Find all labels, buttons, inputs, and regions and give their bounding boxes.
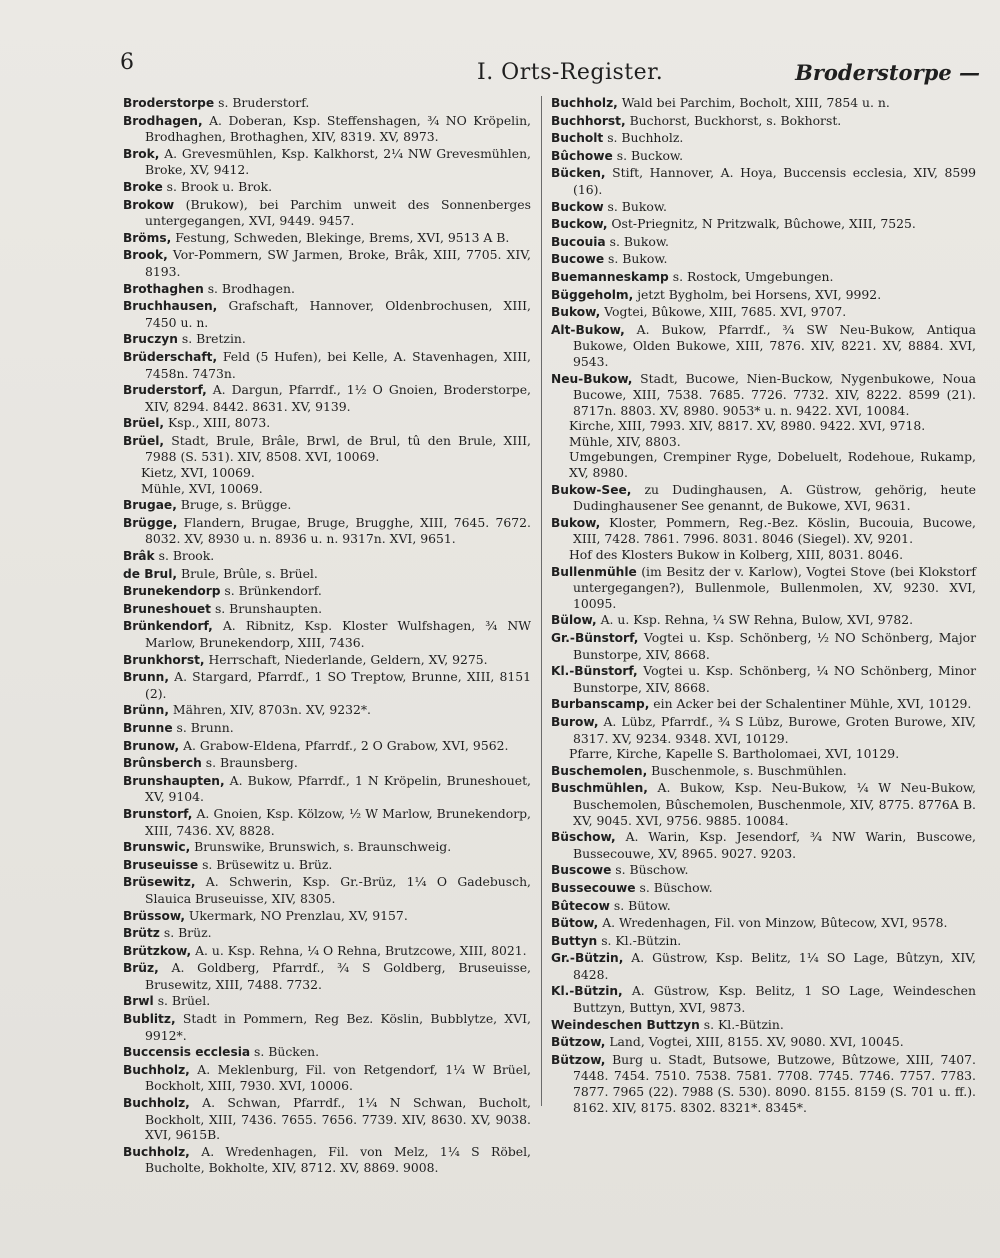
register-entry [123, 908, 531, 925]
register-entry [123, 925, 531, 942]
register-entry [123, 738, 531, 755]
entry-text: s. Brünkendorf. [220, 583, 322, 599]
register-entry [123, 1044, 531, 1061]
register-entry [123, 281, 531, 298]
register-entry [123, 247, 531, 279]
entry-text: Kietz, XVI, 10069. [141, 465, 255, 481]
register-entry [123, 433, 531, 465]
entry-headword: Bücken, [551, 166, 606, 181]
entry-headword: Brokow [123, 197, 175, 212]
register-entry [123, 497, 531, 514]
entry-headword: Bützow, [551, 1035, 606, 1050]
entry-headword: Kl.-Bützin, [551, 984, 623, 999]
entry-text: A. Dargun, Pfarrdf., 1½ O Gnoien, Broderstorpe, XIV, 8294. 8442. 8631. XV, 9139. [145, 382, 531, 414]
entry-headword: Brunn, [123, 670, 169, 685]
register-entry [123, 806, 531, 838]
entry-headword: Burow, [551, 714, 599, 729]
register-entry [551, 829, 976, 861]
register-entry [123, 179, 531, 196]
entry-headword: Weindeschen Buttzyn [551, 1017, 700, 1032]
register-entry [551, 234, 976, 251]
register-entry [551, 482, 976, 514]
entry-text: s. Brodhagen. [203, 280, 295, 296]
register-entry [551, 199, 976, 216]
entry-headword: Brunekendorp [123, 584, 221, 599]
entry-text: jetzt Bygholm, bei Horsens, XVI, 9992. [633, 286, 882, 302]
entry-headword: Brodhagen, [123, 113, 203, 128]
register-entry [551, 287, 976, 304]
register-entry [123, 773, 531, 805]
register-entry [551, 322, 976, 370]
register-entry [551, 1017, 976, 1034]
entry-headword: Bröms, [123, 230, 172, 245]
entry-text: A. Doberan, Ksp. Steffenshagen, ¾ NO Kröpelin, Brodhaghen, Brothaghen, XIV, 8319. XV, 8973. [145, 112, 531, 145]
register-entry [551, 304, 976, 321]
register-entry [551, 449, 976, 480]
entry-headword: Bussecouwe [551, 880, 636, 895]
entry-text: Buschenmole, s. Buschmühlen. [647, 762, 847, 778]
entry-text: s. Kl.-Bützin. [597, 932, 682, 948]
entry-headword: Bukow-See, [551, 482, 632, 497]
register-entry [551, 113, 976, 130]
entry-text: A. Güstrow, Ksp. Belitz, 1 SO Lage, Weindeschen Buttzyn, Buttyn, XVI, 9873. [573, 983, 976, 1016]
register-entry [123, 583, 531, 600]
register-entry [551, 763, 976, 780]
register-entry [123, 415, 531, 432]
register-entry [123, 146, 531, 178]
entry-text: Stadt in Pommern, Reg Bez. Köslin, Bubblytze, XVI, 9912*. [145, 1011, 531, 1043]
right-column [551, 95, 976, 1116]
register-entry [551, 251, 976, 268]
entry-headword: de Brul, [123, 566, 178, 581]
entry-text: s. Brook u. Brok. [162, 178, 273, 194]
entry-headword: Brook, [123, 248, 168, 263]
entry-text: A. Goldberg, Pfarrdf., ¾ S Goldberg, Bruseuisse, Brusewitz, XIII, 7488. 7732. [145, 960, 531, 992]
register-entry [123, 1062, 531, 1094]
entry-text: A. Grabow-Eldena, Pfarrdf., 2 O Grabow, XVI, 9562. [179, 737, 509, 753]
entry-text: Vogtei u. Ksp. Schönberg, ¼ NO Schönberg, Minor Bunstorpe, XIV, 8668. [573, 663, 976, 695]
register-entry [551, 418, 976, 434]
entry-text: Mühle, XVI, 10069. [141, 480, 263, 496]
entry-headword: Brâk [123, 549, 155, 564]
entry-text: Mühle, XIV, 8803. [569, 433, 681, 449]
entry-headword: Buckow, [551, 217, 608, 232]
entry-text: A. Gnoien, Ksp. Kölzow, ½ W Marlow, Brunekendorp, XIII, 7436. XV, 8828. [145, 805, 531, 838]
entry-headword: Bucholt [551, 131, 604, 146]
entry-text: A. Wredenhagen, Fil. von Melz, 1¼ S Röbel, Bucholte, Bokholte, XIV, 8712. XV, 8869. 9008. [145, 1143, 531, 1176]
register-entry [551, 434, 976, 450]
entry-text: A. Bukow, Pfarrdf., 1 N Kröpelin, Bruneshouet, XV, 9104. [145, 772, 531, 805]
register-entry [123, 857, 531, 874]
entry-headword: Bublitz, [123, 1012, 176, 1027]
register-entry [551, 95, 976, 112]
register-entry [123, 1011, 531, 1043]
entry-text: Hof des Klosters Bukow in Kolberg, XIII, 8031. 8046. [569, 547, 904, 563]
register-entry [551, 746, 976, 762]
register-entry [551, 950, 976, 982]
register-entry [551, 130, 976, 147]
register-entry [123, 515, 531, 547]
register-entry [551, 371, 976, 419]
entry-text: s. Buckow. [612, 147, 684, 163]
entry-text: s. Kl.-Bützin. [699, 1016, 784, 1032]
entry-text: Kloster, Pommern, Reg.-Bez. Köslin, Bucouia, Bucowe, XIII, 7428. 7861. 7996. 8031. 8046 (Siegel). XV, 9201. [573, 514, 976, 547]
entry-text: s. Büschow. [635, 879, 713, 895]
register-entry [551, 515, 976, 547]
entry-headword: Büggeholm, [551, 287, 634, 302]
entry-text: A. u. Ksp. Rehna, ¼ SW Rehna, Bulow, XVI, 9782. [596, 612, 914, 628]
entry-headword: Brütz [123, 926, 160, 941]
register-entry [123, 960, 531, 992]
register-entry [551, 880, 976, 897]
entry-headword: Buchholz, [123, 1144, 190, 1159]
entry-headword: Bullenmühle [551, 564, 637, 579]
entry-headword: Brüsewitz, [123, 875, 196, 890]
entry-text: s. Bukow. [604, 251, 668, 267]
entry-headword: Alt-Bukow, [551, 322, 625, 337]
entry-text: s. Bretzin. [177, 331, 246, 347]
entry-headword: Brüderschaft, [123, 349, 218, 364]
entry-headword: Bûchowe [551, 148, 613, 163]
entry-text: A. Ribnitz, Ksp. Kloster Wulfshagen, ¾ NW Marlow, Brunekendorp, XIII, 7436. [145, 618, 531, 650]
entry-headword: Büschow, [551, 830, 616, 845]
entry-text: Brule, Brûle, s. Brüel. [177, 565, 318, 581]
register-entry [551, 269, 976, 286]
entry-headword: Buemanneskamp [551, 269, 669, 284]
entry-headword: Buchholz, [123, 1096, 190, 1111]
register-entry [551, 612, 976, 629]
entry-headword: Gr.-Bützin, [551, 951, 624, 966]
entry-text: Ksp., XIII, 8073. [164, 415, 271, 431]
entry-headword: Brüz, [123, 961, 159, 976]
entry-text: Ost-Priegnitz, N Pritzwalk, Bûchowe, XIII, 7525. [607, 216, 916, 232]
entry-text: A. Lübz, Pfarrdf., ¾ S Lübz, Burowe, Groten Burowe, XIV, 8317. XV, 9234. 9348. XVI, 10129. [573, 713, 976, 746]
entry-text: s. Brüel. [153, 993, 211, 1009]
entry-headword: Bûtecow [551, 898, 610, 913]
entry-headword: Bülow, [551, 613, 597, 628]
page-title: I. Orts-Register. [477, 60, 664, 85]
entry-headword: Bruchhausen, [123, 299, 218, 314]
register-entry [123, 669, 531, 701]
entry-text: Bruge, s. Brügge. [176, 497, 292, 513]
entry-text: Stift, Hannover, A. Hoya, Buccensis ecclesia, XIV, 8599 (16). [573, 165, 976, 197]
entry-text: Stadt, Bucowe, Nien-Buckow, Nygenbukowe, Noua Bucowe, XIII, 7538. 7685. 7726. 7732. XIV, 8222. 8599 (21). 8717n. 8803. XV, 8980. 9053* u. n. 9422. XVI, 10084. [573, 370, 976, 418]
entry-text: (im Besitz der v. Karlow), Vogtei Stove (bei Klokstorf untergegangen?), Bullenmole, Bullenmolen, XV, 9230. XVI, 10095. [573, 563, 976, 611]
entry-headword: Brothaghen [123, 281, 204, 296]
entry-text: A. Meklenburg, Fil. von Retgendorf, 1¼ W Brüel, Bockholt, XIII, 7930. XVI, 10006. [145, 1061, 531, 1094]
register-entry [123, 481, 531, 497]
entry-headword: Buckow [551, 199, 604, 214]
entry-text: A. Stargard, Pfarrdf., 1 SO Treptow, Brunne, XIII, 8151 (2). [145, 669, 531, 701]
register-entry [123, 382, 531, 414]
entry-headword: Buttyn [551, 933, 598, 948]
entry-text: zu Dudinghausen, A. Güstrow, gehörig, heute Dudinghausener See genannt, de Bukowe, XVI, 9631. [573, 481, 976, 514]
entry-headword: Brunow, [123, 738, 180, 753]
entry-headword: Buscowe [551, 863, 612, 878]
entry-text: A. Güstrow, Ksp. Belitz, 1¼ SO Lage, Bûtzyn, XIV, 8428. [573, 950, 976, 982]
entry-text: Vor-Pommern, SW Jarmen, Broke, Brâk, XIII, 7705. XIV, 8193. [145, 247, 531, 279]
entry-text: s. Bütow. [609, 897, 671, 913]
entry-headword: Burbanscamp, [551, 697, 650, 712]
entry-text: Feld (5 Hufen), bei Kelle, A. Stavenhagen, XIII, 7458n. 7473n. [145, 348, 531, 381]
register-entry [551, 663, 976, 695]
entry-text: A. Schwerin, Ksp. Gr.-Brüz, 1¼ O Gadebusch, Slauica Bruseuisse, XIV, 8305. [145, 874, 531, 906]
entry-text: s. Brüsewitz u. Brüz. [198, 856, 333, 872]
entry-headword: Buschmühlen, [551, 781, 648, 796]
register-entry [123, 943, 531, 960]
page-header [120, 50, 980, 90]
register-entry [551, 1052, 976, 1115]
register-entry [551, 216, 976, 233]
register-entry [123, 465, 531, 481]
entry-text: Burg u. Stadt, Butsowe, Butzowe, Bûtzowe, XIII, 7407. 7448. 7454. 7510. 7538. 7581. 7708. 7745. 7746. 7757. 7783. 7877. 7965 (22). 7988 (S. 530). 8090. 8155. 8159 (S. 701 u. ff.). 8162. XIV, 8175. 8302. 8321*. 8345*. [573, 1051, 976, 1115]
register-entry [123, 720, 531, 737]
entry-text: Kirche, XIII, 7993. XIV, 8817. XV, 8980. 9422. XVI, 9718. [569, 418, 926, 434]
register-entry [123, 566, 531, 583]
entry-text: (Brukow), bei Parchim unweit des Sonnenberges untergegangen, XVI, 9449. 9457. [145, 196, 531, 229]
register-entry [551, 780, 976, 828]
register-entry [551, 915, 976, 932]
entry-text: Vogtei u. Ksp. Schönberg, ½ NO Schönberg, Major Bunstorpe, XIV, 8668. [573, 630, 976, 662]
entry-headword: Brunshaupten, [123, 773, 225, 788]
entry-headword: Brunswic, [123, 840, 191, 855]
entry-headword: Buchholz, [551, 96, 618, 110]
register-entry [123, 652, 531, 669]
entry-text: Land, Vogtei, XIII, 8155. XV, 9080. XVI, 10045. [605, 1034, 904, 1050]
entry-text: s. Bücken. [250, 1044, 320, 1060]
entry-text: A. Wredenhagen, Fil. von Minzow, Bûtecow, XVI, 9578. [598, 915, 948, 931]
entry-text: Buchorst, Buckhorst, s. Bokhorst. [625, 112, 842, 128]
register-entry [551, 696, 976, 713]
entry-headword: Bucowe [551, 252, 605, 267]
entry-headword: Neu-Bukow, [551, 371, 633, 386]
register-entry [123, 331, 531, 348]
entry-headword: Broke [123, 179, 163, 194]
entry-text: A. u. Ksp. Rehna, ¼ O Rehna, Brutzcowe, XIII, 8021. [191, 942, 527, 958]
entry-text: s. Buchholz. [603, 130, 684, 146]
entry-text: Flandern, Brugae, Bruge, Brugghe, XIII, 7645. 7672. 8032. XV, 8930 u. n. 8936 u. n. 9317n. XVI, 9651. [145, 514, 531, 547]
register-entry [123, 1144, 531, 1176]
entry-text: s. Rostock, Umgebungen. [668, 268, 834, 284]
entry-text: s. Brunn. [172, 719, 234, 735]
entry-text: s. Braunsberg. [201, 755, 298, 771]
entry-headword: Brunne [123, 720, 173, 735]
register-entry [123, 993, 531, 1010]
entry-text: A. Schwan, Pfarrdf., 1¼ N Schwan, Bucholt, Bockholt, XIII, 7436. 7655. 7656. 7739. XIV, 8630. XV, 9038. XVI, 9615B. [145, 1095, 531, 1143]
entry-text: Pfarre, Kirche, Kapelle S. Bartholomaei, XVI, 10129. [569, 746, 900, 762]
entry-text: A. Bukow, Pfarrdf., ¾ SW Neu-Bukow, Antiqua Bukowe, Olden Bukowe, XIII, 7876. XIV, 8221. XV, 8884. XVI, 9543. [573, 321, 976, 369]
register-entry [551, 165, 976, 197]
entry-text: Grafschaft, Hannover, Oldenbrochusen, XIII, 7450 u. n. [145, 298, 531, 330]
entry-headword: Bucouia [551, 234, 606, 249]
entry-headword: Brunkhorst, [123, 652, 205, 667]
entry-text: s. Bukow. [605, 233, 669, 249]
register-entry [123, 839, 531, 856]
entry-text: s. Brüz. [159, 925, 212, 941]
entry-headword: Bruczyn [123, 332, 178, 347]
register-entry [551, 630, 976, 662]
entry-headword: Bukow, [551, 515, 601, 530]
register-entry [123, 874, 531, 906]
register-entry [551, 898, 976, 915]
entry-text: A. Warin, Ksp. Jesendorf, ¾ NW Warin, Buscowe, Bussecouwe, XV, 8965. 9027. 9203. [573, 829, 976, 861]
register-entry [551, 1034, 976, 1051]
entry-text: Vogtei, Bûkowe, XIII, 7685. XVI, 9707. [600, 304, 847, 320]
left-column [123, 95, 531, 1177]
register-entry [551, 983, 976, 1015]
entry-headword: Bruseuisse [123, 857, 199, 872]
entry-headword: Buchholz, [123, 1062, 190, 1077]
entry-text: s. Brunshaupten. [211, 600, 323, 616]
register-entry [123, 1095, 531, 1143]
entry-headword: Brûnsberch [123, 756, 202, 771]
entry-headword: Brützkow, [123, 943, 192, 958]
entry-text: Festung, Schweden, Blekinge, Brems, XVI, 9513 A B. [171, 229, 510, 245]
entry-text: s. Büschow. [611, 862, 689, 878]
page-number: 6 [120, 50, 134, 75]
entry-text: s. Brook. [154, 548, 215, 564]
entry-headword: Brunstorf, [123, 806, 193, 821]
entry-headword: Buchhorst, [551, 113, 626, 128]
entry-text: A. Bukow, Ksp. Neu-Bukow, ¼ W Neu-Bukow, Buschemolen, Bûschemolen, Buschenmole, XIV, 8775. 8776A B. XV, 9045. XVI, 9756. 9885. 10084. [573, 780, 976, 828]
entry-text: A. Grevesmühlen, Ksp. Kalkhorst, 2¼ NW Grevesmühlen, Broke, XV, 9412. [145, 145, 531, 178]
register-entry [123, 349, 531, 381]
register-entry [551, 714, 976, 746]
entry-text: Stadt, Brule, Brâle, Brwl, de Brul, tû den Brule, XIII, 7988 (S. 531). XIV, 8508. XVI, 10069. [145, 432, 531, 465]
register-entry [551, 547, 976, 563]
entry-headword: Brwl [123, 994, 154, 1009]
entry-headword: Buschemolen, [551, 763, 648, 778]
entry-headword: Brok, [123, 146, 160, 161]
register-entry [123, 702, 531, 719]
entry-text: ein Acker bei der Schalentiner Mühle, XVI, 10129. [649, 696, 972, 712]
entry-headword: Brugae, [123, 498, 177, 513]
entry-text: Brunswike, Brunswich, s. Braunschweig. [190, 839, 452, 855]
entry-text: Ukermark, NO Prenzlau, XV, 9157. [184, 907, 408, 923]
entry-headword: Brüssow, [123, 908, 185, 923]
entry-headword: Bukow, [551, 305, 601, 320]
entry-headword: Kl.-Bünstorf, [551, 664, 638, 679]
entry-headword: Brünkendorf, [123, 619, 213, 634]
entry-headword: Buccensis ecclesia [123, 1045, 251, 1060]
entry-headword: Bützow, [551, 1052, 606, 1067]
entry-text: s. Bukow. [603, 198, 667, 214]
entry-headword: Bruderstorf, [123, 383, 207, 398]
entry-headword: Brügge, [123, 515, 178, 530]
register-entry [551, 862, 976, 879]
register-entry [123, 197, 531, 229]
register-entry [123, 298, 531, 330]
entry-text: Wald bei Parchim, Bocholt, XIII, 7854 u. n. [617, 95, 890, 110]
entry-headword: Brünn, [123, 703, 169, 718]
entry-headword: Brüel, [123, 416, 165, 431]
entry-headword: Bruneshouet [123, 601, 211, 616]
entry-headword: Bütow, [551, 916, 599, 931]
register-entry [551, 933, 976, 950]
entry-text: Umgebungen, Crempiner Ryge, Dobeluelt, Rodehoue, Rukamp, XV, 8980. [569, 449, 976, 481]
register-entry [123, 618, 531, 650]
column-divider [541, 96, 542, 1106]
register-entry [123, 95, 531, 112]
register-entry [123, 755, 531, 772]
register-entry [123, 601, 531, 618]
register-entry [551, 148, 976, 165]
register-entry [123, 113, 531, 145]
entry-text: Herrschaft, Niederlande, Geldern, XV, 9275. [204, 651, 488, 667]
entry-headword: Gr.-Bünstorf, [551, 631, 639, 645]
entry-headword: Broderstorpe [123, 96, 215, 110]
entry-text: s. Bruderstorf. [214, 95, 310, 110]
running-head: Broderstorpe — [795, 60, 980, 85]
entry-headword: Brüel, [123, 433, 165, 448]
register-entry [123, 230, 531, 247]
entry-text: Mähren, XIV, 8703n. XV, 9232*. [168, 702, 371, 718]
register-entry [123, 548, 531, 565]
register-entry [551, 564, 976, 612]
